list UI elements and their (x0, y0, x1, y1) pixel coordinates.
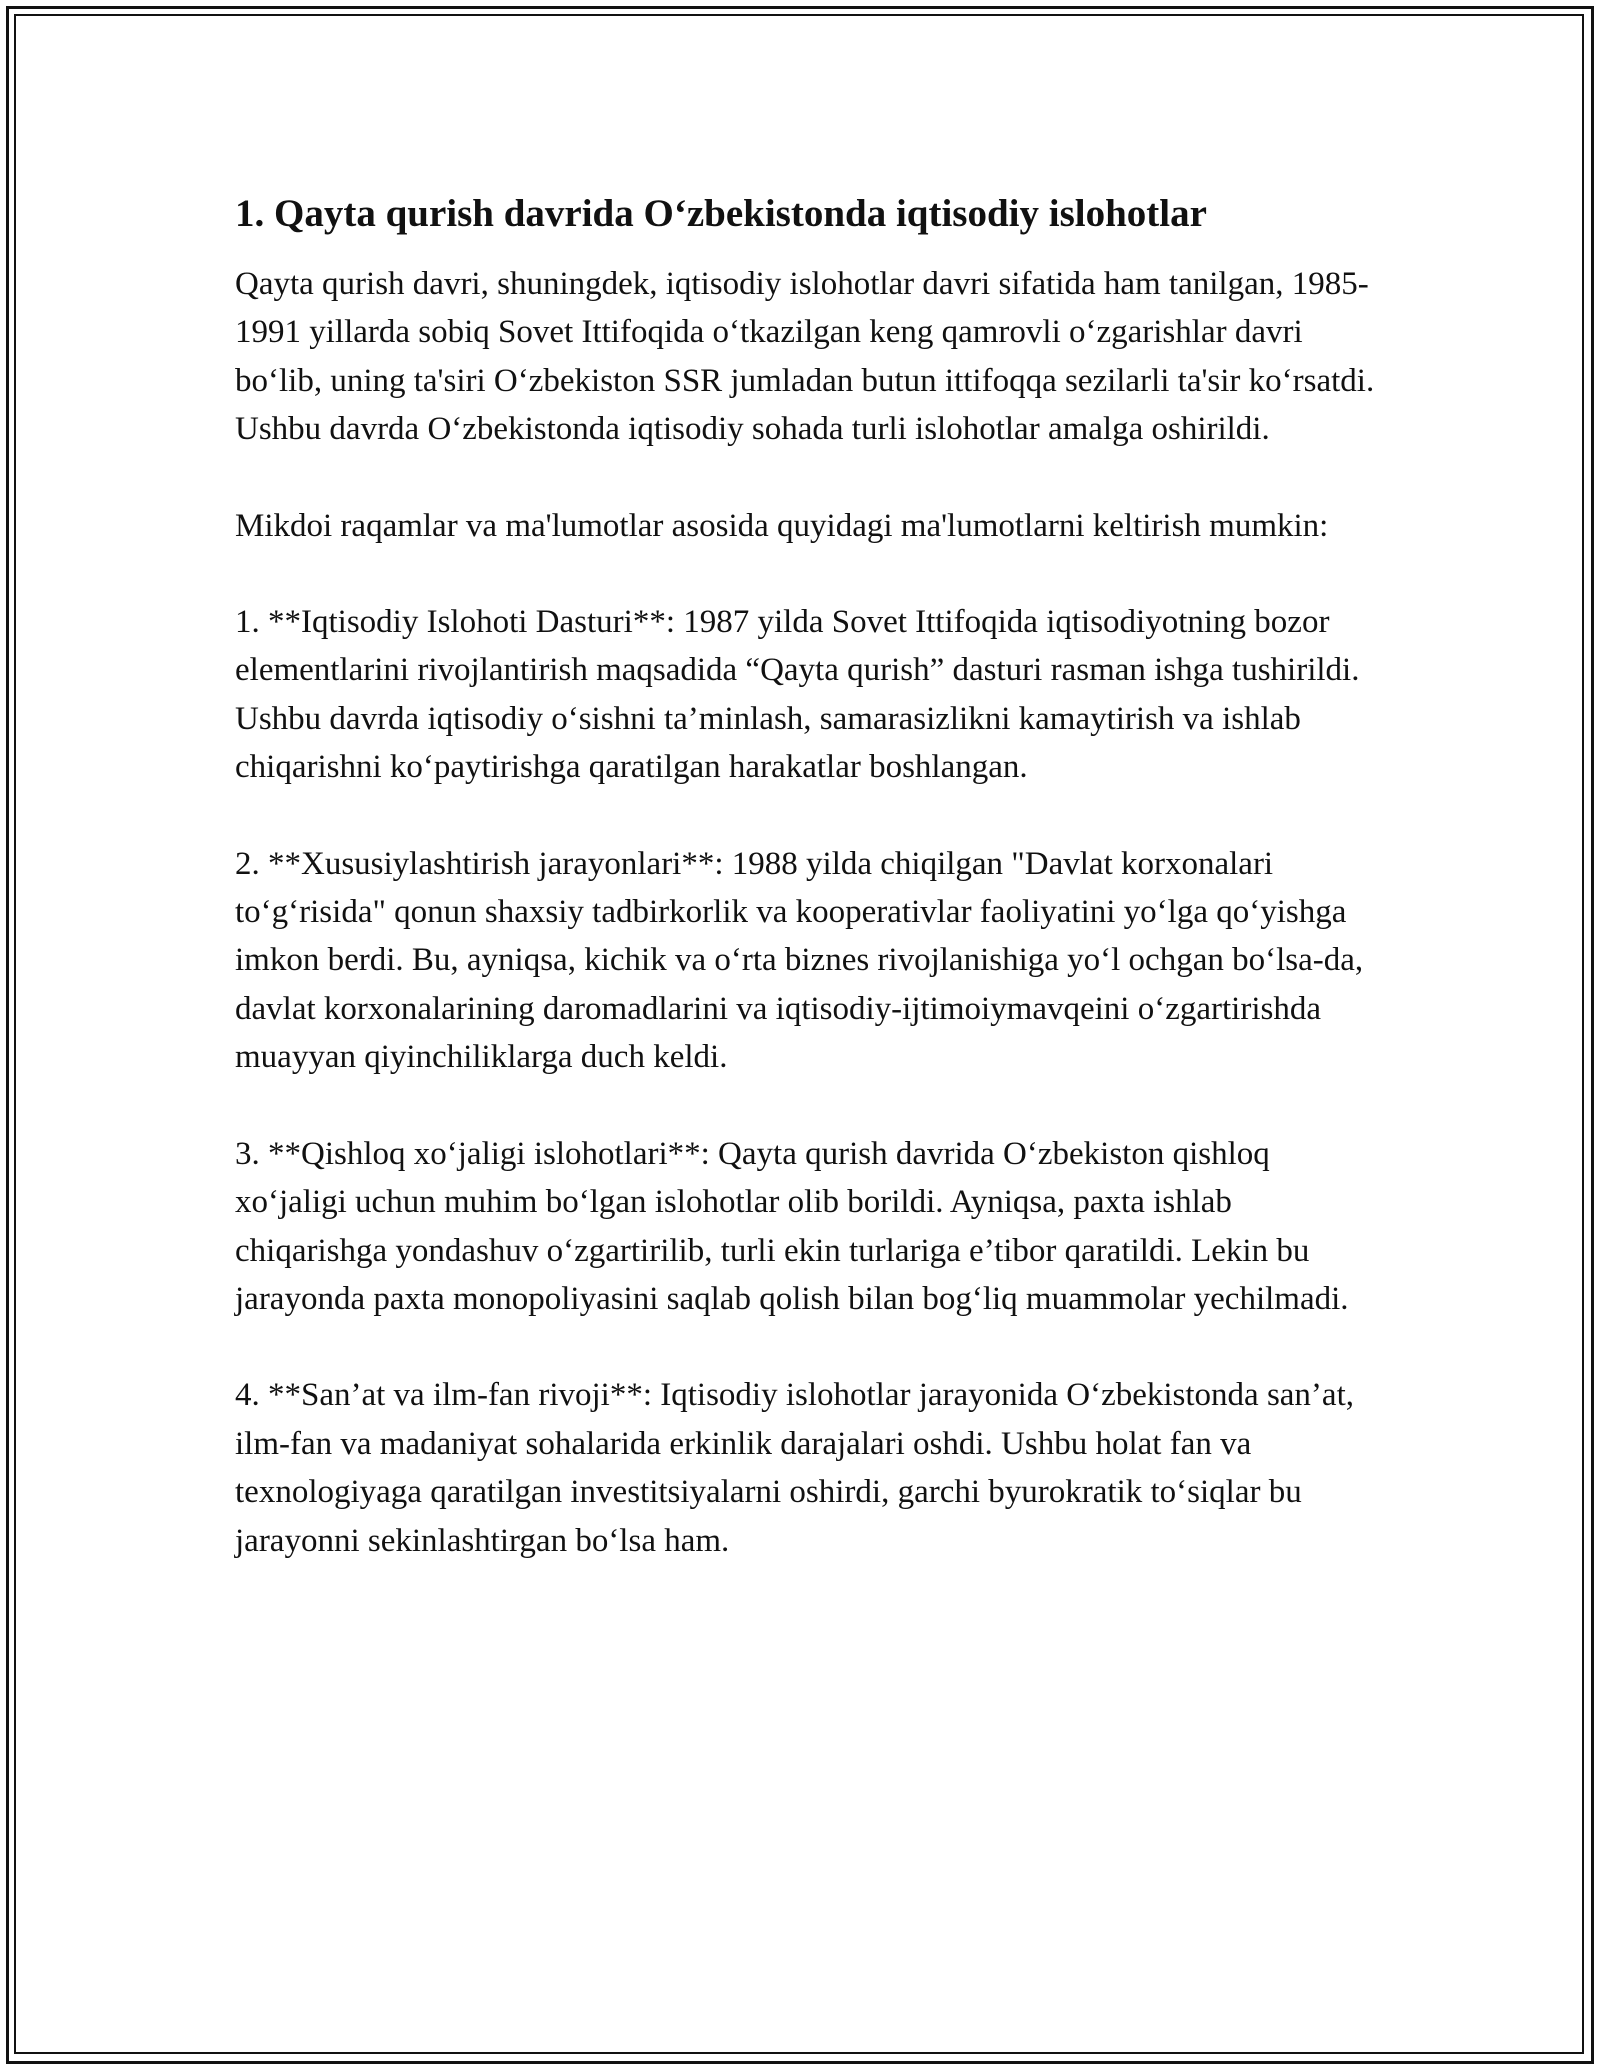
paragraph-item-3: 3. **Qishloq xo‘jaligi islohotlari**: Qayta qurish davrida O‘zbekiston qishloq xo‘jaligi uchun muhim bo‘lgan islohotlar olib borildi. Ayniqsa, paxta ishlab chiqarishga yondashuv o‘zgartirilib, turli ekin turlariga e’tibor qaratildi. Lekin bu jarayonda paxta monopoliyasini saqlab qolish bilan bog‘liq muammolar yechilmadi. (235, 1135, 1349, 1317)
paragraph-item-1: 1. **Iqtisodiy Islohoti Dasturi**: 1987 yilda Sovet Ittifoqida iqtisodiyotning bozor elementlarini rivojlantirish maqsadida “Qayta qurish” dasturi rasman ishga tushirildi. Ushbu davrda iqtisodiy o‘sishni ta’minlash, samarasizlikni kamaytirish va ishlab chiqarishni ko‘paytirishga qaratilgan harakatlar boshlangan. (235, 604, 1360, 786)
paragraph-lead-in: Mikdoi raqamlar va ma'lumotlar asosida quyidagi ma'lumotlarni keltirish mumkin: (235, 507, 1329, 544)
paragraph-item-2: 2. **Xususiylashtirish jarayonlari**: 1988 yilda chiqilgan "Davlat korxonalari to‘g‘risida" qonun shaxsiy tadbirkorlik va kooperativlar faoliyatini yo‘lga qo‘yishga imkon berdi. Bu, ayniqsa, kichik va o‘rta biznes rivojlanishiga yo‘l ochgan bo‘lsa-da, davlat korxonalarining daromadlarini va iqtisodiy-ijtimoiymavqeini o‘zgartirishda muayyan qiyinchiliklarga duch keldi. (235, 845, 1364, 1076)
document-title: 1. Qayta qurish davrida O‘zbekistonda iqtisodiy islohotlar (235, 192, 1207, 235)
document-body (235, 188, 1375, 1613)
paragraph-intro: Qayta qurish davri, shuningdek, iqtisodiy islohotlar davri sifatida ham tanilgan, 1985-1991 yillarda sobiq Sovet Ittifoqida o‘tkazilgan keng qamrovli o‘zgarishlar davri bo‘lib, uning ta'siri O‘zbekiston SSR jumladan butun ittifoqqa sezilarli ta'sir ko‘rsatdi. Ushbu davrda O‘zbekistonda iqtisodiy sohada turli islohotlar amalga oshirildi. (235, 266, 1375, 448)
paragraph-item-4: 4. **San’at va ilm-fan rivoji**: Iqtisodiy islohotlar jarayonida O‘zbekistonda san’at, ilm-fan va madaniyat sohalarida erkinlik darajalari oshdi. Ushbu holat fan va texnologiyaga qaratilgan investitsiyalarni oshirdi, garchi byurokratik to‘siqlar bu jarayonni sekinlashtirgan bo‘lsa ham. (235, 1377, 1354, 1559)
